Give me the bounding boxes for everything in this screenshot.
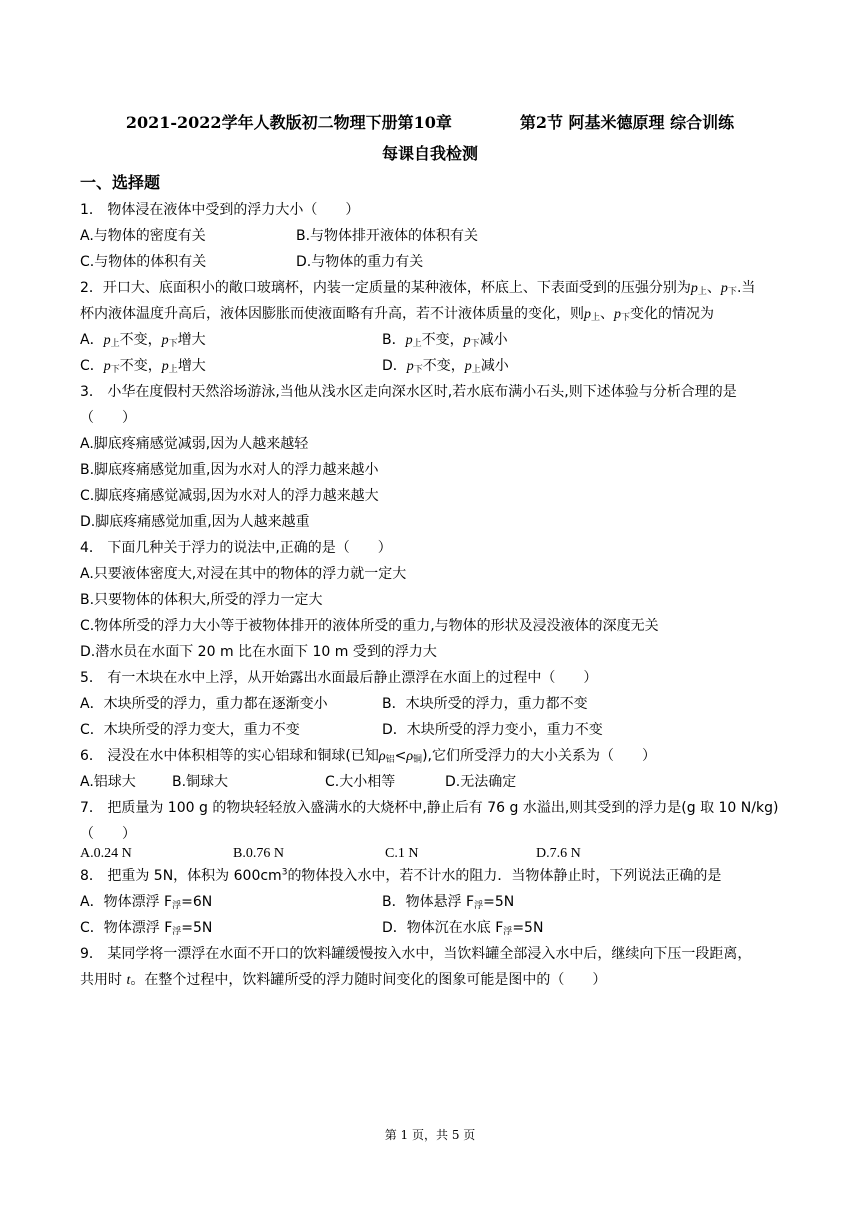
q7-stem: 7． 把质量为 100 g 的物块轻轻放入盛满水的大烧杯中,静止后有 76 g 水溢出,则其受到的浮力是(g 取 10 N/kg) — [80, 800, 779, 816]
q6-option-c: C.大小相等 — [325, 774, 396, 790]
q8-stem: 8． 把重为 5N，体积为 $600cm^3$的物体投入水中，若不计水的阻力．当物体静止时，下列说法正确的是 — [80, 867, 722, 884]
q4-option-a: A.只要液体密度大,对浸在其中的物体的浮力就一定大 — [80, 566, 407, 582]
q6-option-a: A.铝球大 — [80, 774, 136, 790]
document-title — [0, 110, 860, 133]
q1-stem: 1． 物体浸在液体中受到的浮力大小（ ） — [80, 202, 360, 218]
q3-option-b: B.脚底疼痛感觉加重,因为水对人的浮力越来越小 — [80, 462, 379, 478]
q4-option-b: B.只要物体的体积大,所受的浮力一定大 — [80, 592, 323, 608]
q3-stem: 3． 小华在度假村天然浴场游泳,当他从浅水区走向深水区时,若水底布满小石头,则下述体验与分析合理的是 — [80, 384, 737, 400]
q5-option-d: D．木块所受的浮力变小，重力不变 — [382, 722, 603, 738]
q5-option-a: A．木块所受的浮力，重力都在逐渐变小 — [80, 696, 328, 712]
q8-option-d: D．物体沉在水底 $F_浮=5N$ — [382, 920, 544, 937]
title-part-1: 2021-2022学年人教版初二物理下册第10章 — [125, 113, 452, 132]
q7-option-a: A.0.24 N — [80, 846, 132, 861]
page-footer: 第 1 页，共 5 页 — [384, 1128, 476, 1142]
q1-option-a: A.与物体的密度有关 — [80, 228, 206, 244]
q7-option-b: B.0.76 N — [233, 846, 284, 861]
q3-option-d: D.脚底疼痛感觉加重,因为人越来越重 — [80, 514, 310, 530]
q8-option-a: A．物体漂浮 $F_浮=6N$ — [80, 894, 213, 911]
q3-paren: （ ） — [80, 410, 136, 426]
q8-option-b: B．物体悬浮 $F_浮=5N$ — [382, 894, 515, 911]
q2-stem-line2: 杯内液体温度升高后，液体因膨胀而使液面略有升高，若不计液体质量的变化，则$p_上$、$p_下$变化的情况为 — [80, 306, 715, 323]
q6-option-b: B.铜球大 — [172, 774, 229, 790]
document-subtitle: 每课自我检测 — [381, 144, 478, 163]
q2-option-d: D．$p_下$不变，$p_上$减小 — [382, 358, 509, 375]
q1-option-b: B.与物体排开液体的体积有关 — [296, 228, 479, 244]
q2-option-c: C．$p_下$不变，$p_上$增大 — [80, 358, 206, 375]
q9-stem-line1: 9． 某同学将一漂浮在水面不开口的饮料罐缓慢按入水中，当饮料罐全部浸入水中后，继续向下压一段距离， — [80, 946, 752, 962]
q3-option-c: C.脚底疼痛感觉减弱,因为水对人的浮力越来越大 — [80, 488, 379, 504]
q5-option-c: C．木块所受的浮力变大，重力不变 — [80, 722, 300, 738]
section-heading: 一、选择题 — [80, 173, 161, 192]
q5-option-b: B．木块所受的浮力，重力都不变 — [382, 696, 588, 712]
q2-option-b: B．$p_上$不变，$p_下$减小 — [382, 332, 508, 349]
q8-option-c: C．物体漂浮 $F_浮=5N$ — [80, 920, 213, 937]
q9-stem-line2: 共用时 t。在整个过程中，饮料罐所受的浮力随时间变化的图象可能是图中的（ ） — [80, 972, 607, 988]
q1-option-d: D.与物体的重力有关 — [296, 254, 424, 270]
q4-option-c: C.物体所受的浮力大小等于被物体排开的液体所受的重力,与物体的形状及浸没液体的深度无关 — [80, 618, 659, 634]
q3-option-a: A.脚底疼痛感觉减弱,因为人越来越轻 — [80, 436, 309, 452]
title-part-2: 第2节 阿基米德原理 综合训练 — [519, 113, 735, 132]
q4-option-d: D.潜水员在水面下 20 m 比在水面下 10 m 受到的浮力大 — [80, 644, 437, 660]
q6-option-d: D.无法确定 — [445, 774, 517, 790]
q6-stem: 6． 浸没在水中体积相等的实心铝球和铜球(已知$\rho_铝<\rho_铜$),它们所受浮力的大小关系为（ ） — [80, 748, 656, 765]
q7-option-c: C.1 N — [385, 846, 419, 861]
q4-stem: 4． 下面几种关于浮力的说法中,正确的是（ ） — [80, 540, 392, 556]
q2-option-a: A．$p_上$不变，$p_下$增大 — [80, 332, 206, 349]
q5-stem: 5． 有一木块在水中上浮，从开始露出水面最后静止漂浮在水面上的过程中（ ） — [80, 670, 598, 686]
q7-option-d: D.7.6 N — [536, 846, 581, 861]
q7-paren: （ ） — [80, 826, 136, 842]
q2-stem-line1: 2．开口大、底面积小的敞口玻璃杯，内装一定质量的某种液体，杯底上、下表面受到的压强分别为$p_上$、$p_下$.当 — [80, 280, 756, 297]
q1-option-c: C.与物体的体积有关 — [80, 254, 207, 270]
